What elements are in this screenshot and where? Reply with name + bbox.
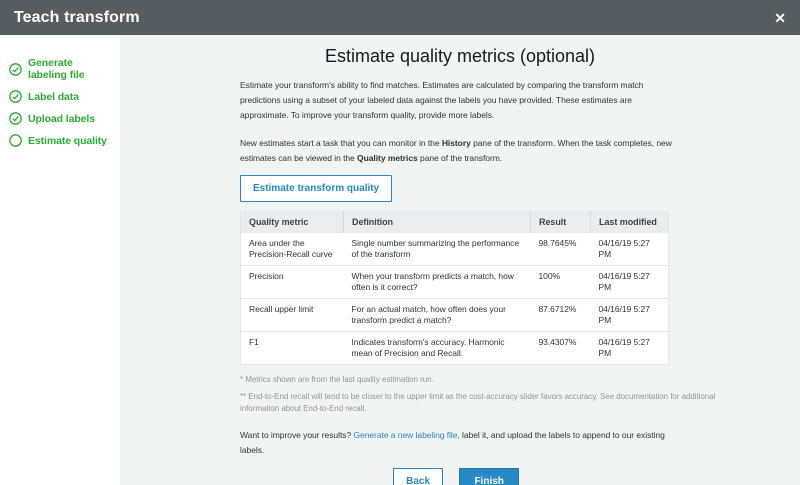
page-title: Estimate quality metrics (optional)	[324, 46, 596, 66]
step-pending-icon	[9, 134, 22, 147]
column-header-result: Result	[531, 211, 591, 233]
step-label: Estimate quality	[28, 134, 107, 147]
intro-paragraph: Estimate your transform's ability to find matches. Estimates are calculated by comparing the transform match predictions using a subset of your labeled data against the labels you have provided. These estimates are approximate. To improve your transform quality, provide more labels.	[240, 80, 644, 120]
metric-last-modified: 04/16/19 5:27 PM	[598, 238, 650, 259]
sidebar-item-upload-labels[interactable]	[9, 112, 114, 125]
metric-last-modified: 04/16/19 5:27 PM	[591, 266, 669, 299]
table-row	[241, 299, 669, 332]
metric-last-modified: 04/16/19 5:27 PM	[591, 332, 669, 365]
step-content	[120, 35, 800, 485]
metric-last-modified: 04/16/19 5:27 PM	[591, 299, 669, 332]
metric-result: 93.4307%	[531, 332, 591, 365]
metric-name: Recall upper limit	[241, 299, 344, 332]
modal-header	[0, 0, 800, 35]
step-complete-icon	[9, 63, 22, 76]
generate-new-labeling-file-link[interactable]: Generate a new labeling file,	[353, 430, 460, 440]
improve-results-paragraph	[240, 428, 672, 458]
estimates-info-paragraph	[240, 136, 672, 166]
close-icon[interactable]: ✕	[774, 9, 786, 26]
metric-result: 100%	[531, 266, 591, 299]
step-label: Upload labels	[28, 112, 95, 125]
improve-text: label it, and upload the labels to append to our existing labels.	[240, 430, 665, 455]
info-text: New estimates start a task that you can monitor in the	[240, 138, 442, 148]
wizard-actions	[240, 468, 672, 485]
sidebar-item-generate-labeling-file[interactable]	[9, 57, 114, 81]
metric-definition: For an actual match, how often does your transform predict a match?	[344, 299, 531, 332]
metric-name: Area under the Precision-Recall curve	[249, 238, 333, 259]
improve-text: Want to improve your results?	[240, 430, 354, 440]
quality-metrics-pane-ref: Quality metrics	[357, 153, 418, 163]
sidebar-item-estimate-quality[interactable]	[9, 134, 114, 147]
step-complete-icon	[9, 112, 22, 125]
step-label: Label data	[28, 90, 79, 103]
quality-metrics-table	[240, 211, 669, 365]
column-header-last-modified: Last modified	[591, 211, 669, 233]
metric-name: Precision	[241, 266, 344, 299]
sidebar-item-label-data[interactable]	[9, 90, 114, 103]
footnote-last-run: * Metrics shown are from the last quality estimation run.	[240, 375, 434, 384]
metric-definition: Indicates transform's accuracy. Harmonic mean of Precision and Recall.	[344, 332, 531, 365]
table-row	[241, 233, 669, 266]
estimate-transform-quality-button[interactable]: Estimate transform quality	[240, 175, 392, 202]
modal-title: Teach transform	[14, 8, 140, 26]
table-header-row	[241, 211, 669, 233]
finish-button[interactable]: Finish	[459, 468, 518, 485]
metric-result: 87.6712%	[531, 299, 591, 332]
history-pane-ref: History	[441, 138, 471, 148]
info-text: pane of the transform.	[417, 153, 503, 163]
back-button[interactable]: Back	[393, 468, 443, 485]
metric-result: 98.7645%	[538, 238, 577, 248]
step-complete-icon	[9, 90, 22, 103]
metric-name: F1	[241, 332, 344, 365]
column-header-quality-metric: Quality metric	[241, 211, 344, 233]
step-label: Generate labeling file	[28, 57, 85, 81]
footnote-end-to-end-recall: ** End-to-End recall will tend to be closer to the upper limit as the cost-accuracy slider favors accuracy. See documentation for additional information about End-to-End recall.	[240, 392, 716, 413]
table-row	[241, 266, 669, 299]
metric-definition: Single number summarizing the performance of the transform	[351, 238, 520, 259]
info-text: pane of the transform. When the task completes, new estimates can be viewed in the	[240, 138, 672, 163]
metric-definition: When your transform predicts a match, how often is it correct?	[344, 266, 531, 299]
wizard-steps-sidebar	[0, 35, 120, 485]
column-header-definition: Definition	[344, 211, 531, 233]
table-row	[241, 332, 669, 365]
